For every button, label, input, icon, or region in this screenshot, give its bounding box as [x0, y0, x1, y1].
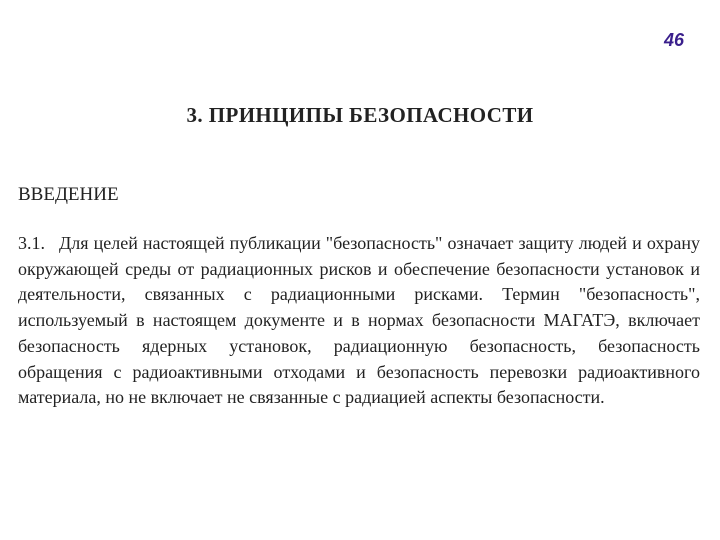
page-number: 46: [663, 30, 684, 50]
section-subheading: ВВЕДЕНИЕ: [18, 184, 119, 205]
section-title: 3. ПРИНЦИПЫ БЕЗОПАСНОСТИ: [186, 103, 534, 127]
paragraph-number: 3.1.: [18, 233, 45, 253]
paragraph-text: Для целей настоящей публикации "безопасность" означает защиту людей и охрану окружающей среды от радиационных рисков и обеспечение безопасности установок и деятельности, связанных с радиационными рисками. Термин "безопасность", используемый в настоящем документе и в нормах безопасности МАГАТЭ, включает безопасность ядерных установок, радиационную безопасность, безопасность обращения с радиоактивными отходами и безопасность перевозки радиоактивного материала, но не включает не связанные с радиацией аспекты безопасности.: [18, 233, 700, 408]
paragraph-3-1: [18, 231, 700, 411]
